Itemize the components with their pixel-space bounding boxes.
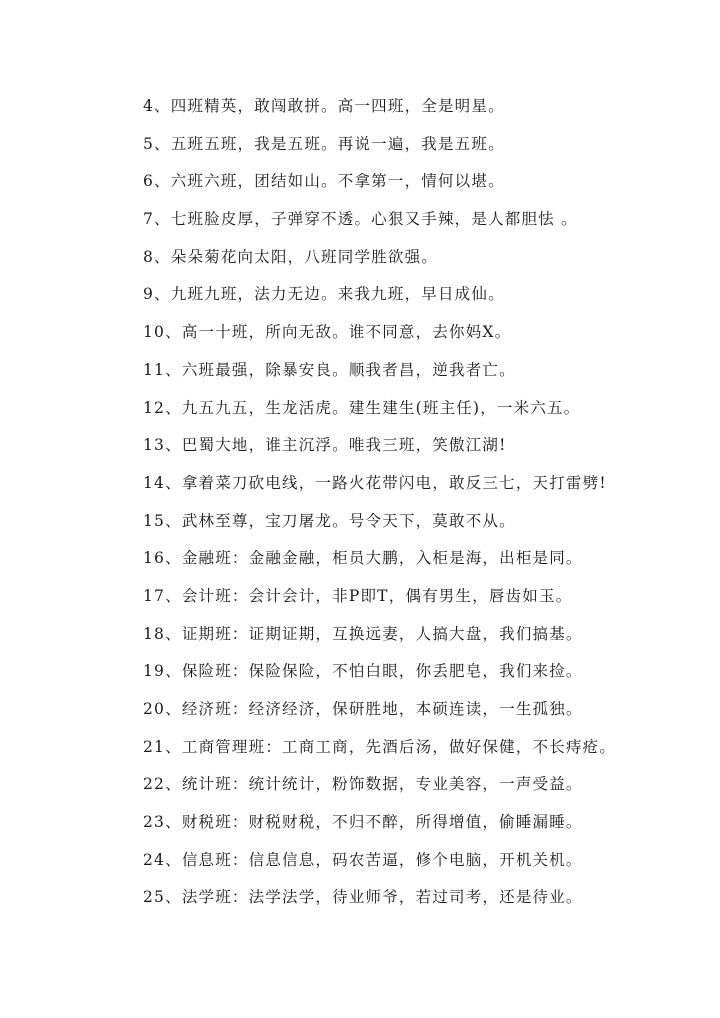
slogan-line-8: 8、朵朵菊花向太阳，八班同学胜欲强。 (143, 247, 438, 266)
slogan-line-13: 13、巴蜀大地，谁主沉浮。唯我三班，笑傲江湖! (143, 436, 507, 455)
slogan-line-14: 14、拿着菜刀砍电线，一路火花带闪电，敢反三七，天打雷劈! (143, 473, 607, 492)
slogan-line-20: 20、经济班：经济经济，保研胜地，本硕连读，一生孤独。 (143, 700, 583, 718)
slogan-line-22: 22、统计班：统计统计，粉饰数据，专业美容，一声受益。 (143, 775, 583, 794)
slogan-line-6: 6、六班六班，团结如山。不拿第一，情何以堪。 (143, 172, 505, 191)
slogan-line-4: 4、四班精英，敢闯敢拼。高一四班，全是明星。 (143, 97, 505, 115)
slogan-line-24: 24、信息班：信息信息，码农苦逼，修个电脑，开机关机。 (143, 850, 583, 869)
slogan-line-5: 5、五班五班，我是五班。再说一遍，我是五班。 (143, 134, 505, 153)
slogan-line-9: 9、九班九班，法力无边。来我九班，早日成仙。 (143, 285, 505, 304)
slogan-line-11: 11、六班最强，除暴安良。顺我者昌，逆我者亡。 (143, 360, 516, 379)
slogan-line-7: 7、七班脸皮厚，子弹穿不透。心狠又手辣，是人都胆怯 。 (143, 210, 578, 229)
slogan-list (143, 92, 703, 921)
slogan-line-10: 10、高一十班，所向无敌。谁不同意，去你妈X。 (143, 323, 512, 342)
slogan-line-12: 12、九五九五，生龙活虎。建生建生(班主任)，一米六五。 (143, 398, 581, 417)
slogan-line-21: 21、工商管理班：工商工商，先酒后汤，做好保健，不长痔疮。 (143, 737, 617, 756)
slogan-line-18: 18、证期班：证期证期，互换远妻，人搞大盘，我们搞基。 (143, 624, 583, 643)
slogan-line-16: 16、金融班：金融金融，柜员大鹏，入柜是海，出柜是同。 (143, 549, 583, 568)
slogan-line-19: 19、保险班：保险保险，不怕白眼，你丢肥皂，我们来捡。 (143, 662, 583, 681)
slogan-line-23: 23、财税班：财税财税，不归不醉，所得增值，偷睡漏睡。 (143, 813, 583, 832)
slogan-line-25: 25、法学班：法学法学，待业师爷，若过司考，还是待业。 (143, 888, 583, 907)
slogan-line-17: 17、会计班：会计会计，非P即T，偶有男生，唇齿如玉。 (143, 586, 573, 605)
slogan-line-15: 15、武林至尊，宝刀屠龙。号令天下，莫敢不从。 (143, 511, 516, 530)
